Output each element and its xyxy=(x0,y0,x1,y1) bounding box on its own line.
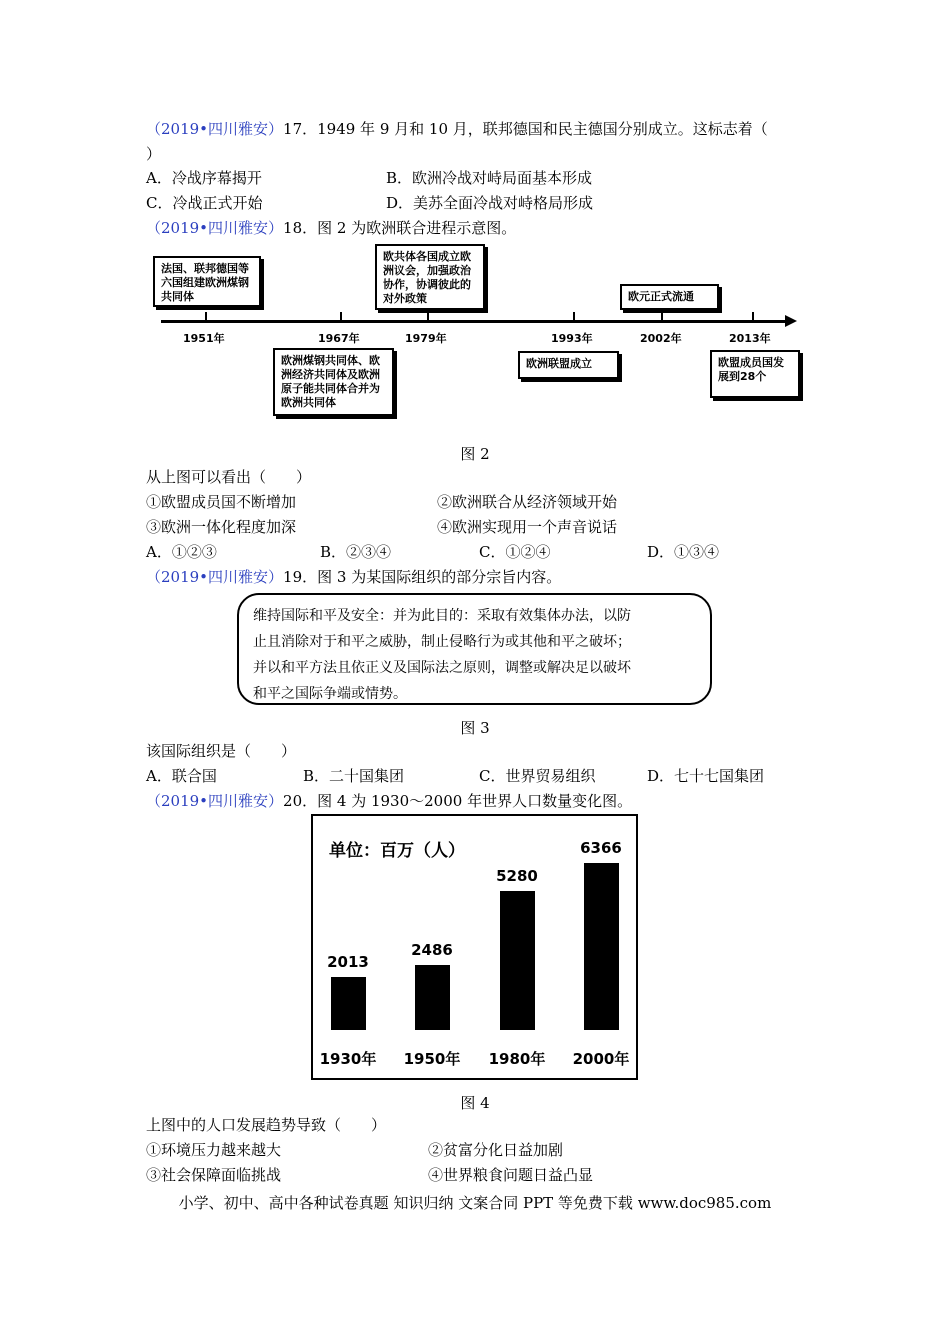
timeline-event-2002: 欧元正式流通 xyxy=(620,284,719,310)
q17-source: （2019•四川雅安） xyxy=(146,120,284,138)
q18-item-3: ③欧洲一体化程度加深 xyxy=(146,518,297,536)
timeline-year: 2013年 xyxy=(729,332,771,345)
q18-item-4: ④欧洲实现用一个声音说话 xyxy=(437,518,618,536)
q19-stem: （2019•四川雅安）19．图 3 为某国际组织的部分宗旨内容。 xyxy=(146,568,562,586)
timeline-event-2013: 欧盟成员国发展到28个 xyxy=(710,350,800,398)
q17-option-b: B．欧洲冷战对峙局面基本形成 xyxy=(386,169,593,187)
timeline-arrow-icon xyxy=(785,315,797,327)
population-bar-chart xyxy=(311,814,638,1080)
timeline-year: 2002年 xyxy=(640,332,682,345)
timeline-year: 1951年 xyxy=(183,332,225,345)
q19-option-b: B．二十国集团 xyxy=(303,767,405,785)
figure-3-caption: 图 3 xyxy=(460,719,490,737)
chart-bar xyxy=(331,977,366,1030)
q20-item-1: ①环境压力越来越大 xyxy=(146,1141,282,1159)
q18-option-a: A．①②③ xyxy=(146,543,217,561)
q19-option-d: D．七十七国集团 xyxy=(647,767,765,785)
chart-category-label: 1980年 xyxy=(488,1050,546,1068)
charter-quote-line: 和平之国际争端或情势。 xyxy=(253,686,407,702)
q19-source: （2019•四川雅安） xyxy=(146,568,284,586)
q18-source: （2019•四川雅安） xyxy=(146,219,284,237)
figure-2-caption: 图 2 xyxy=(460,445,490,463)
q17-option-d: D．美苏全面冷战对峙格局形成 xyxy=(386,194,594,212)
timeline-year: 1993年 xyxy=(551,332,593,345)
timeline-year: 1967年 xyxy=(318,332,360,345)
timeline-event-1967: 欧洲煤钢共同体、欧洲经济共同体及欧洲原子能共同体合并为欧洲共同体 xyxy=(273,348,394,416)
q20-item-3: ③社会保障面临挑战 xyxy=(146,1166,282,1184)
q20-source: （2019•四川雅安） xyxy=(146,792,284,810)
chart-data-label: 6366 xyxy=(580,839,622,857)
timeline-event-1951: 法国、联邦德国等六国组建欧洲煤钢共同体 xyxy=(153,256,261,307)
figure-4-caption: 图 4 xyxy=(460,1094,490,1112)
timeline-tick xyxy=(752,312,754,321)
chart-bar xyxy=(584,863,619,1030)
q18-item-2: ②欧洲联合从经济领域开始 xyxy=(437,493,618,511)
chart-category-label: 1950年 xyxy=(403,1050,461,1068)
chart-data-label: 2486 xyxy=(411,941,453,959)
q17-stem: （2019•四川雅安）17．1949 年 9 月和 10 月，联邦德国和民主德国分别成立。这标志着（ xyxy=(146,120,768,138)
chart-title: 单位：百万（人） xyxy=(329,841,465,861)
chart-bar xyxy=(415,965,450,1030)
q19-option-c: C．世界贸易组织 xyxy=(479,767,596,785)
page-footer: 小学、初中、高中各种试卷真题 知识归纳 文案合同 PPT 等免费下载 www.doc985.com xyxy=(178,1194,772,1212)
timeline-year: 1979年 xyxy=(405,332,447,345)
timeline-tick xyxy=(661,312,663,321)
timeline-tick xyxy=(340,312,342,321)
timeline-tick xyxy=(427,312,429,321)
q20-question: 上图中的人口发展趋势导致（ ） xyxy=(146,1116,387,1134)
q17-option-a: A．冷战序幕揭开 xyxy=(146,169,262,187)
q20-item-2: ②贫富分化日益加剧 xyxy=(428,1141,564,1159)
charter-quote-line: 维持国际和平及安全：并为此目的：采取有效集体办法，以防 xyxy=(253,608,631,624)
q18-option-c: C．①②④ xyxy=(479,543,551,561)
q18-item-1: ①欧盟成员国不断增加 xyxy=(146,493,297,511)
chart-bar xyxy=(500,891,535,1030)
timeline-tick xyxy=(573,312,575,321)
q17-option-c: C．冷战正式开始 xyxy=(146,194,263,212)
chart-category-label: 1930年 xyxy=(319,1050,377,1068)
q18-option-b: B．②③④ xyxy=(320,543,392,561)
chart-data-label: 5280 xyxy=(496,867,538,885)
timeline-event-1993: 欧洲联盟成立 xyxy=(518,351,619,379)
q18-question: 从上图可以看出（ ） xyxy=(146,468,312,486)
timeline-axis xyxy=(161,320,787,323)
charter-quote-line: 止且消除对于和平之威胁，制止侵略行为或其他和平之破坏； xyxy=(253,634,631,650)
q20-stem: （2019•四川雅安）20．图 4 为 1930～2000 年世界人口数量变化图。 xyxy=(146,792,633,810)
q19-question: 该国际组织是（ ） xyxy=(146,742,297,760)
q17-stem-end: ） xyxy=(146,145,162,163)
q20-item-4: ④世界粮食问题日益凸显 xyxy=(428,1166,594,1184)
q18-option-d: D．①③④ xyxy=(647,543,720,561)
chart-category-label: 2000年 xyxy=(572,1050,630,1068)
q18-stem: （2019•四川雅安）18．图 2 为欧洲联合进程示意图。 xyxy=(146,219,517,237)
timeline-tick xyxy=(205,312,207,321)
charter-quote-box xyxy=(237,593,712,705)
chart-data-label: 2013 xyxy=(327,953,369,971)
q19-option-a: A．联合国 xyxy=(146,767,217,785)
timeline-event-1979: 欧共体各国成立欧洲议会，加强政治协作，协调彼此的对外政策 xyxy=(375,244,485,310)
charter-quote-line: 并以和平方法且依正义及国际法之原则，调整或解决足以破坏 xyxy=(253,660,631,676)
